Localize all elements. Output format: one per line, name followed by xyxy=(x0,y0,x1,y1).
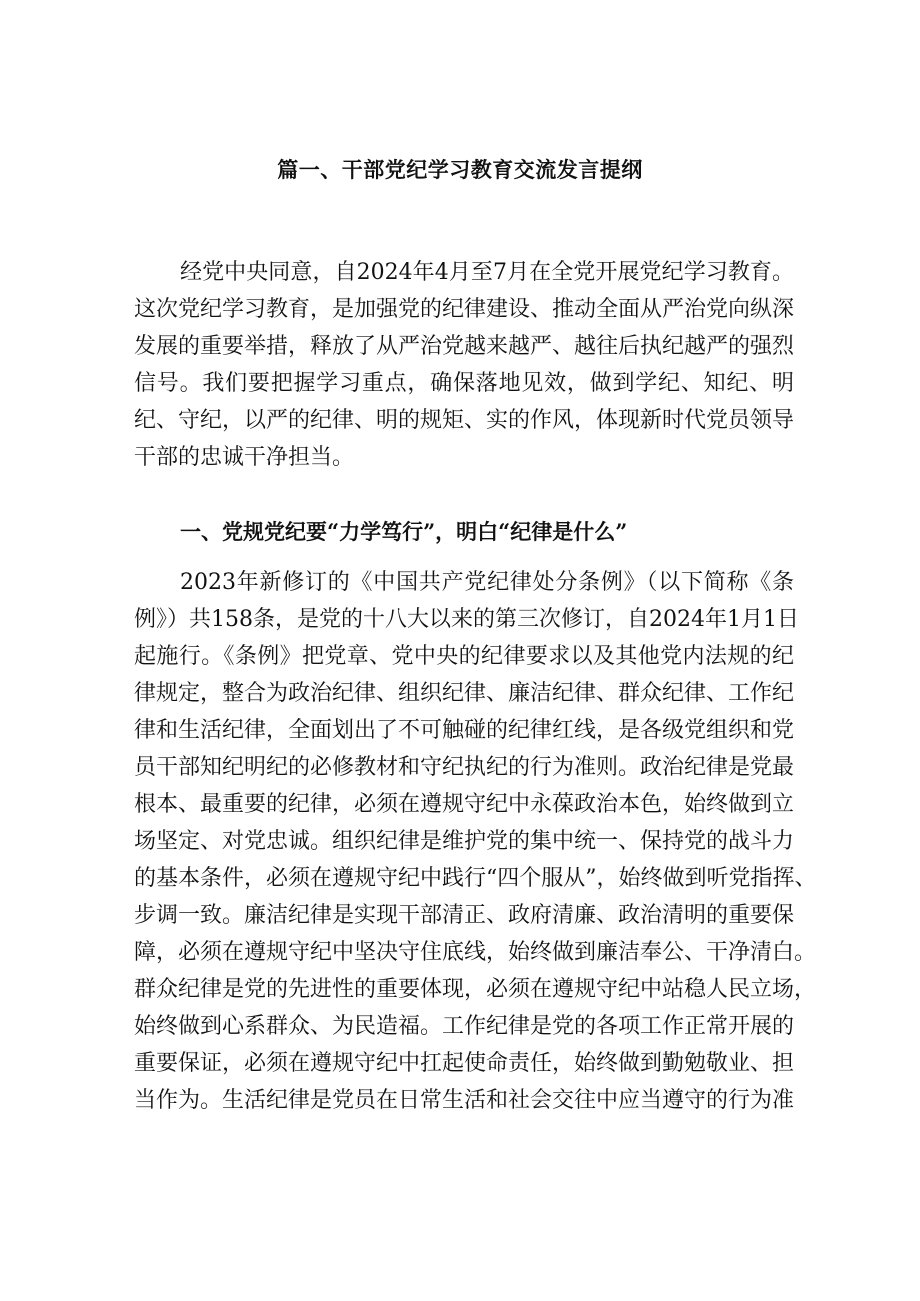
paragraph-line: 当作为。生活纪律是党员在日常生活和社会交往中应当遵守的行为准 xyxy=(134,1088,795,1113)
paragraph-line: 纪、守纪，以严的纪律、明的规矩、实的作风，体现新时代党员领导 xyxy=(134,408,795,433)
paragraph-line: 经党中央同意，自2024年4月至7月在全党开展党纪学习教育。 xyxy=(180,260,794,285)
section-heading: 一、党规党纪要“力学笃行”，明白“纪律是什么” xyxy=(180,519,628,544)
paragraph-line: 重要保证，必须在遵规守纪中扛起使命责任，始终做到勤勉敬业、担 xyxy=(134,1051,795,1076)
paragraph-line: 步调一致。廉洁纪律是实现干部清正、政府清廉、政治清明的重要保 xyxy=(134,903,795,928)
paragraph-line: 信号。我们要把握学习重点，确保落地见效，做到学纪、知纪、明 xyxy=(134,371,794,396)
paragraph-line: 群众纪律是党的先进性的重要体现，必须在遵规守纪中站稳人民立场， xyxy=(134,977,817,1002)
paragraph-line: 起施行。《条例》把党章、党中央的纪律要求以及其他党内法规的纪 xyxy=(134,644,794,669)
paragraph-line: 律和生活纪律，全面划出了不可触碰的纪律红线，是各级党组织和党 xyxy=(134,718,795,743)
paragraph-intro xyxy=(134,254,794,476)
document-title: 篇一、干部党纪学习教育交流发言提纲 xyxy=(277,157,643,182)
paragraph-line: 的基本条件，必须在遵规守纪中践行“四个服从”，始终做到听党指挥、 xyxy=(134,866,817,891)
paragraph-regulations xyxy=(134,564,817,1119)
paragraph-line: 障，必须在遵规守纪中坚决守住底线，始终做到廉洁奉公、干净清白。 xyxy=(134,940,817,965)
paragraph-line: 根本、最重要的纪律，必须在遵规守纪中永葆政治本色，始终做到立 xyxy=(134,792,795,817)
paragraph-line: 发展的重要举措，释放了从严治党越来越严、越往后执纪越严的强烈 xyxy=(134,334,795,359)
paragraph-line: 2023年新修订的《中国共产党纪律处分条例》（以下简称《条 xyxy=(180,570,794,595)
paragraph-line: 始终做到心系群众、为民造福。工作纪律是党的各项工作正常开展的 xyxy=(134,1014,795,1039)
paragraph-line: 这次党纪学习教育，是加强党的纪律建设、推动全面从严治党向纵深 xyxy=(134,297,795,322)
paragraph-line: 员干部知纪明纪的必修教材和守纪执纪的行为准则。政治纪律是党最 xyxy=(134,755,795,780)
paragraph-line: 场坚定、对党忠诚。组织纪律是维护党的集中统一、保持党的战斗力 xyxy=(134,829,795,854)
paragraph-line: 例》）共158条，是党的十八大以来的第三次修订，自2024年1月1日 xyxy=(134,607,799,632)
paragraph-line: 干部的忠诚干净担当。 xyxy=(134,445,355,470)
paragraph-line: 律规定，整合为政治纪律、组织纪律、廉洁纪律、群众纪律、工作纪 xyxy=(134,681,795,706)
